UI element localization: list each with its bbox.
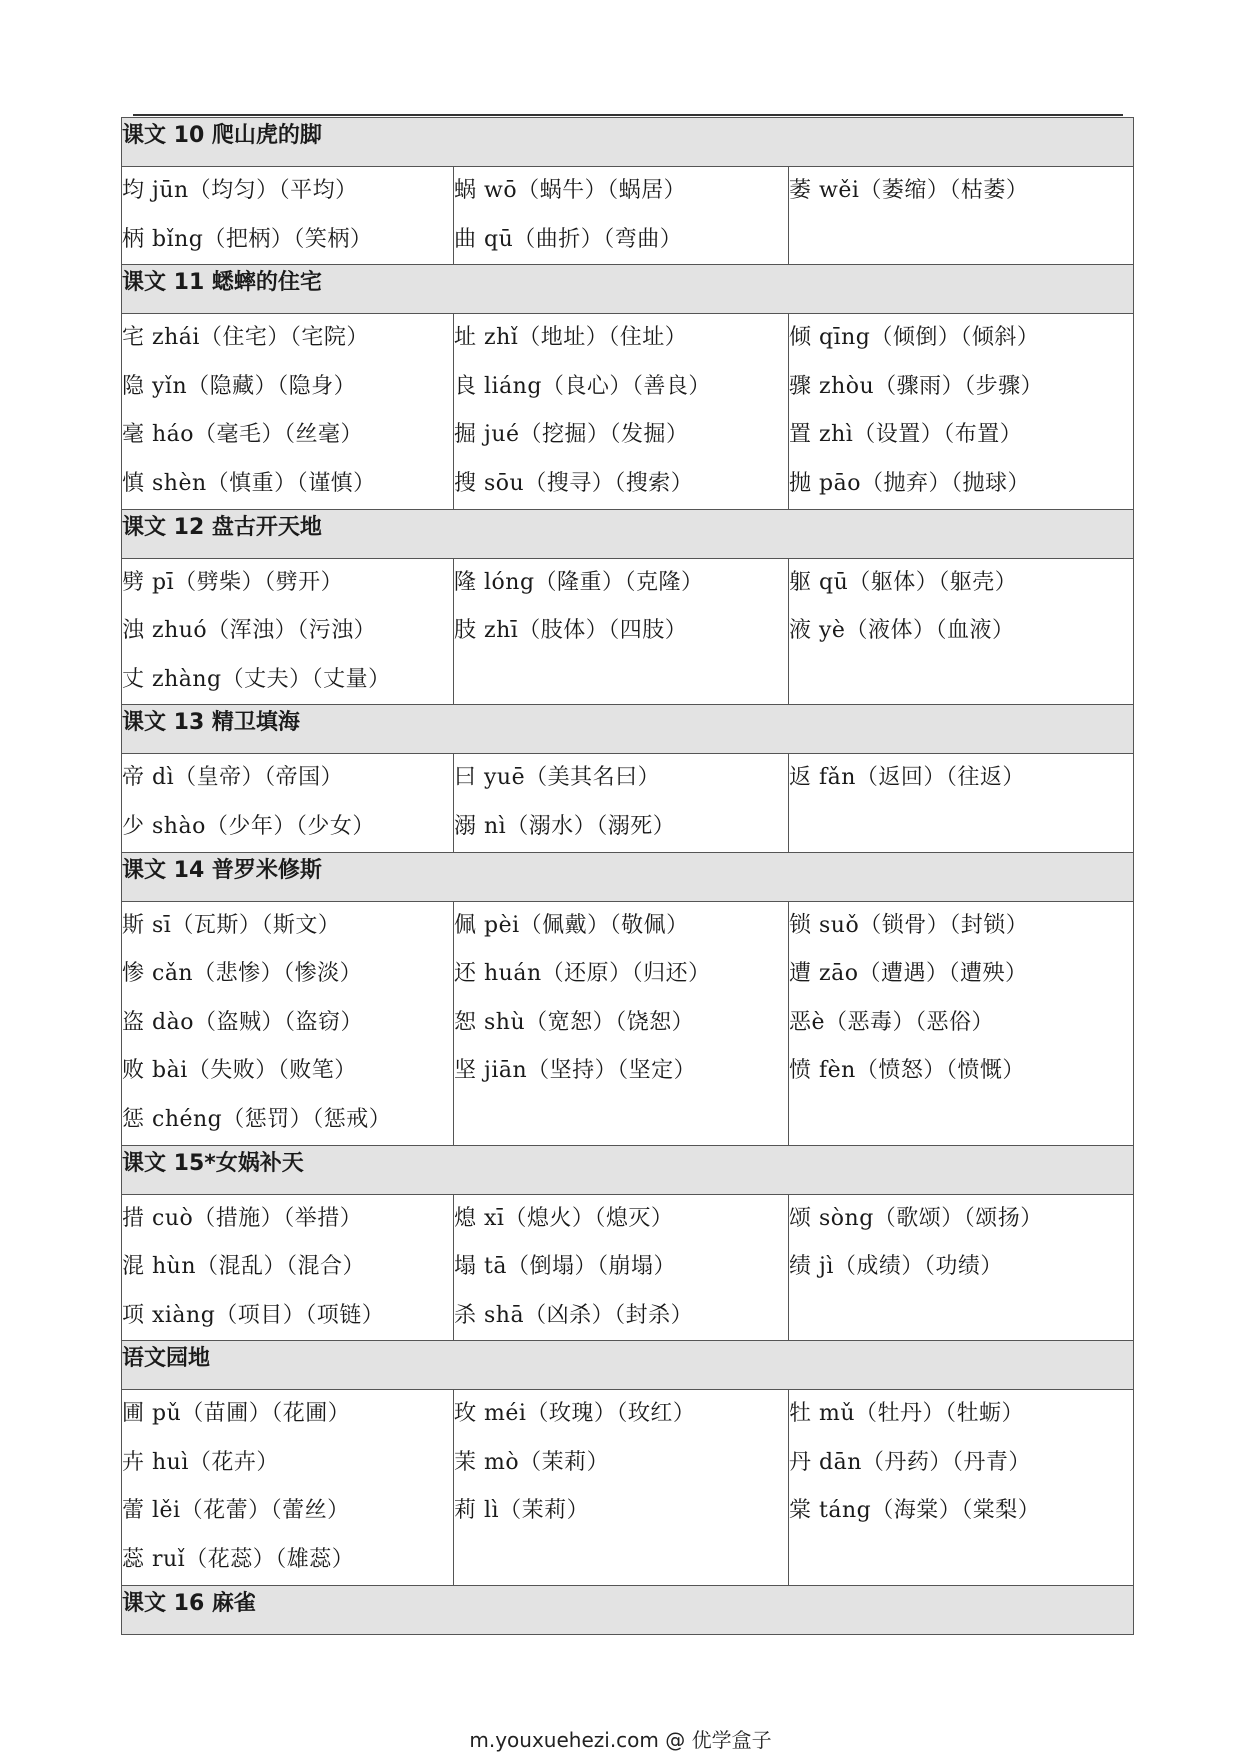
word-column (789, 314, 1134, 509)
section-header-row (122, 1145, 1134, 1194)
vocab-entry: 蕊 ruǐ（花蕊）（雄蕊） (122, 1547, 355, 1573)
vocab-entry: 玫 méi（玫瑰）（玫红） (454, 1401, 696, 1427)
section-header-row (122, 705, 1134, 754)
word-column (789, 1390, 1134, 1585)
vocab-entry: 溺 nì（溺水）（溺死） (454, 813, 676, 839)
vocab-entry: 置 zhì（设置）（布置） (789, 422, 1023, 448)
vocab-entry: 恶è（恶毒）（恶俗） (789, 1009, 995, 1035)
vocab-entry: 搜 sōu（搜寻）（搜索） (454, 470, 694, 496)
section-words-row (122, 901, 1134, 1145)
section-title: 课文 12 盘古开天地 (122, 509, 1134, 558)
word-column (454, 167, 789, 265)
vocab-entry: 圃 pǔ（苗圃）（花圃） (122, 1401, 351, 1427)
word-column (789, 1194, 1134, 1341)
vocab-entry: 骤 zhòu（骤雨）（步骤） (789, 373, 1044, 399)
vocab-entry: 曰 yuē（美其名曰） (454, 765, 661, 791)
vocab-entry: 蕾 lěi（花蕾）（蕾丝） (122, 1498, 350, 1524)
vocab-entry: 佩 pèi（佩戴）（敬佩） (454, 912, 689, 938)
vocab-entry: 萎 wěi（萎缩）（枯萎） (789, 178, 1029, 203)
section-header-row (122, 118, 1134, 167)
section-header-row (122, 265, 1134, 314)
vocab-entry: 牡 mǔ（牡丹）（牡蛎） (789, 1401, 1025, 1427)
top-rule (133, 114, 1123, 116)
section-words-row (122, 167, 1134, 265)
word-column (454, 754, 789, 852)
word-column (789, 754, 1134, 852)
section-words-row (122, 1390, 1134, 1585)
word-column (454, 314, 789, 509)
vocab-entry: 混 hùn（混乱）（混合） (122, 1254, 366, 1280)
section-header-row (122, 1341, 1134, 1390)
vocab-entry: 坚 jiān（坚持）（坚定） (454, 1058, 697, 1084)
vocab-entry: 惩 chéng（惩罚）（惩戒） (122, 1106, 392, 1132)
vocab-entry: 抛 pāo（抛弃）（抛球） (789, 470, 1030, 496)
section-words-row (122, 754, 1134, 852)
word-column (122, 1194, 454, 1341)
vocab-table (121, 117, 1134, 1635)
vocab-entry: 肢 zhī（肢体）（四肢） (454, 618, 688, 644)
vocab-entry: 熄 xī（熄火）（熄灭） (454, 1205, 674, 1231)
vocab-entry: 茉 mò（茉莉） (454, 1449, 610, 1475)
word-column (454, 901, 789, 1145)
vocab-entry: 斯 sī（瓦斯）（斯文） (122, 912, 341, 938)
vocab-entry: 项 xiàng（项目）（项链） (122, 1302, 385, 1328)
section-title: 课文 13 精卫填海 (122, 705, 1134, 754)
vocab-entry: 帝 dì（皇帝）（帝国） (122, 765, 344, 791)
vocab-entry: 莉 lì（茉莉） (454, 1498, 590, 1524)
vocab-entry: 绩 jì（成绩）（功绩） (789, 1254, 1003, 1280)
vocab-entry: 返 fǎn（返回）（往返） (789, 765, 1025, 791)
section-title: 课文 14 普罗米修斯 (122, 852, 1134, 901)
word-column (454, 1194, 789, 1341)
word-column (789, 901, 1134, 1145)
vocab-entry: 倾 qīng（倾倒）（倾斜） (789, 325, 1040, 351)
vocab-entry: 败 bài（失败）（败笔） (122, 1058, 357, 1084)
vocab-entry: 锁 suǒ（锁骨）（封锁） (789, 912, 1029, 938)
vocab-entry: 蜗 wō（蜗牛）（蜗居） (454, 178, 687, 203)
section-header-row (122, 509, 1134, 558)
word-column (122, 314, 454, 509)
word-column (122, 558, 454, 705)
vocab-entry: 慎 shèn（慎重）（谨慎） (122, 470, 376, 496)
word-column (789, 167, 1134, 265)
section-header-row (122, 852, 1134, 901)
vocab-entry: 恕 shù（宽恕）（饶恕） (454, 1009, 695, 1035)
vocab-entry: 躯 qū（躯体）（躯壳） (789, 569, 1018, 595)
vocab-entry: 卉 huì（花卉） (122, 1449, 279, 1475)
vocab-entry: 盗 dào（盗贼）（盗窃） (122, 1009, 363, 1035)
section-title: 课文 16 麻雀 (122, 1585, 1134, 1634)
vocab-entry: 均 jūn（均匀）（平均） (122, 178, 358, 203)
vocab-entry: 柄 bǐng（把柄）（笑柄） (122, 226, 373, 252)
vocab-entry: 浊 zhuó（浑浊）（污浊） (122, 618, 377, 644)
vocab-entry: 隐 yǐn（隐藏）（隐身） (122, 373, 357, 399)
section-words-row (122, 1194, 1134, 1341)
word-column (122, 1390, 454, 1585)
vocab-entry: 毫 háo（毫毛）（丝毫） (122, 422, 364, 448)
vocab-entry: 少 shào（少年）（少女） (122, 813, 375, 839)
vocab-entry: 塌 tā（倒塌）（崩塌） (454, 1254, 676, 1280)
section-header-row (122, 1585, 1134, 1634)
vocab-entry: 颂 sòng（歌颂）（颂扬） (789, 1205, 1043, 1231)
vocab-entry: 劈 pī（劈柴）（劈开） (122, 569, 344, 595)
vocab-entry: 棠 táng（海棠）（棠梨） (789, 1498, 1041, 1524)
footer-credit: m.youxuehezi.com @ 优学盒子 (469, 1728, 772, 1752)
word-column (122, 901, 454, 1145)
word-column (454, 1390, 789, 1585)
word-column (122, 167, 454, 265)
section-title: 语文园地 (122, 1341, 1134, 1390)
vocab-entry: 液 yè（液体）（血液） (789, 618, 1015, 644)
vocab-entry: 愤 fèn（愤怒）（愤慨） (789, 1058, 1025, 1084)
vocab-entry: 惨 cǎn（悲惨）（惨淡） (122, 961, 363, 987)
vocab-entry: 隆 lóng（隆重）（克隆） (454, 569, 704, 595)
vocab-entry: 丈 zhàng（丈夫）（丈量） (122, 666, 391, 692)
section-words-row (122, 314, 1134, 509)
vocab-entry: 遭 zāo（遭遇）（遭殃） (789, 961, 1028, 987)
vocab-entry: 良 liáng（良心）（善良） (454, 373, 711, 399)
vocab-entry: 曲 qū（曲折）（弯曲） (454, 226, 683, 252)
vocab-entry: 掘 jué（挖掘）（发掘） (454, 422, 689, 448)
vocab-entry: 还 huán（还原）（归还） (454, 961, 711, 987)
section-title: 课文 10 爬山虎的脚 (122, 118, 1134, 167)
word-column (454, 558, 789, 705)
vocab-entry: 措 cuò（措施）（举措） (122, 1205, 363, 1231)
word-column (789, 558, 1134, 705)
vocab-entry: 杀 shā（凶杀）（封杀） (454, 1302, 694, 1328)
vocab-entry: 宅 zhái（住宅）（宅院） (122, 325, 369, 351)
word-column (122, 754, 454, 852)
vocab-entry: 丹 dān（丹药）（丹青） (789, 1449, 1031, 1475)
section-title: 课文 11 蟋蟀的住宅 (122, 265, 1134, 314)
section-words-row (122, 558, 1134, 705)
vocab-entry: 址 zhǐ（地址）（住址） (454, 325, 688, 351)
section-title: 课文 15*女娲补天 (122, 1145, 1134, 1194)
